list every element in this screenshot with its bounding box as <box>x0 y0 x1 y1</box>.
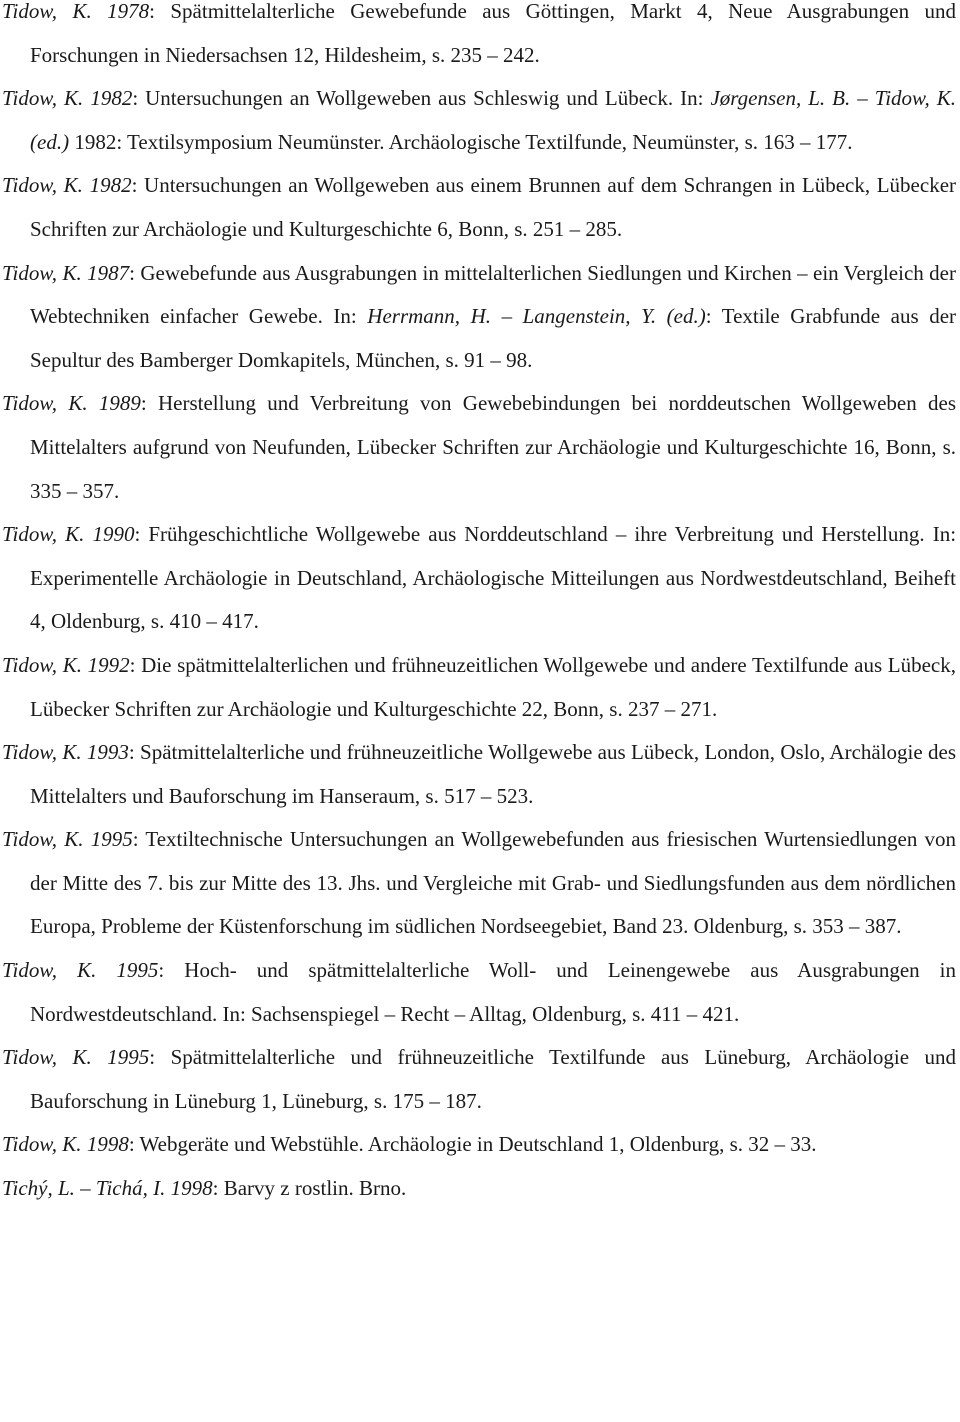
reference-entry <box>2 949 956 1036</box>
reference-entry <box>2 818 956 949</box>
reference-entry <box>2 1036 956 1123</box>
reference-year: 1998 <box>170 1176 213 1201</box>
reference-year: 1998 <box>86 1132 129 1157</box>
reference-text: : Spätmittelalterliche und frühneuzeitliche Textilfunde aus Lüneburg, Archäologie und Bauforschung in Lüneburg 1, Lüneburg, s. 175 – 187. <box>30 1045 957 1113</box>
reference-year: 1987 <box>87 260 130 285</box>
reference-author: Tichý, L. – Tichá, I. <box>2 1176 166 1201</box>
reference-text-continued: : Textile Grabfunde aus der Sepultur des Bamberger Domkapitels, München, s. 91 – 98. <box>30 304 957 372</box>
reference-text: : Spätmittelalterliche Gewebefunde aus Göttingen, Markt 4, Neue Ausgrabungen und Forschungen in Niedersachsen 12, Hildesheim, s. 235 – 242. <box>30 0 957 67</box>
reference-author: Tidow, K. <box>2 827 84 852</box>
reference-author: Tidow, K. <box>2 522 85 547</box>
reference-entry <box>2 252 956 383</box>
reference-text: : Gewebefunde aus Ausgrabungen in mittelalterlichen Siedlungen und Kirchen – ein Vergleich der Webtechniken einfacher Gewebe. In: <box>30 260 956 329</box>
reference-entry <box>2 731 956 818</box>
reference-year: 1990 <box>92 522 135 547</box>
reference-year: 1995 <box>116 958 159 983</box>
reference-author: Tidow, K. <box>2 260 82 285</box>
reference-year: 1978 <box>107 0 150 23</box>
reference-text: : Frühgeschichtliche Wollgewebe aus Norddeutschland – ihre Verbreitung und Herstellung. In: Experimentelle Archäologie in Deutschland, Archäologische Mitteilungen aus Nordwestdeutschland, Beiheft 4, Oldenburg, s. 410 – 417. <box>30 522 957 634</box>
reference-author: Tidow, K. <box>2 652 82 677</box>
reference-year: 1995 <box>107 1045 150 1070</box>
reference-entry <box>2 513 956 644</box>
reference-text: : Untersuchungen an Wollgeweben aus einem Brunnen auf dem Schrangen in Lübeck, Lübecker Schriften zur Archäologie und Kulturgeschichte 6, Bonn, s. 251 – 285. <box>30 173 957 241</box>
reference-text: : Spätmittelalterliche und frühneuzeitliche Wollgewebe aus Lübeck, London, Oslo, Archälogie des Mittelalters und Bauforschung im Hanseraum, s. 517 – 523. <box>30 740 957 808</box>
reference-author: Tidow, K. <box>2 1045 92 1070</box>
reference-author: Tidow, K. <box>2 958 97 983</box>
reference-entry <box>2 1167 956 1211</box>
reference-text: : Die spätmittelalterlichen und frühneuzeitlichen Wollgewebe und andere Textilfunde aus Lübeck, Lübecker Schriften zur Archäologie und Kulturgeschichte 22, Bonn, s. 237 – 271. <box>30 652 956 721</box>
reference-text: : Herstellung und Verbreitung von Gewebebindungen bei norddeutschen Wollgeweben des Mittelalters aufgrund von Neufunden, Lübecker Schriften zur Archäologie und Kulturgeschichte 16, Bonn, s. 335 – 357. <box>30 391 957 503</box>
reference-entry <box>2 164 956 251</box>
reference-text: : Hoch- und spätmittelalterliche Woll- und Leinengewebe aus Ausgrabungen in Nordwestdeutschland. In: Sachsenspiegel – Recht – Alltag, Oldenburg, s. 411 – 421. <box>30 958 957 1026</box>
reference-text-continued: 1982: Textilsymposium Neumünster. Archäologische Textilfunde, Neumünster, s. 163 – 177. <box>69 129 853 154</box>
reference-text: : Barvy z rostlin. Brno. <box>212 1176 407 1201</box>
reference-entry <box>2 644 956 731</box>
reference-author: Tidow, K. <box>2 173 83 198</box>
reference-year: 1982 <box>90 86 133 111</box>
reference-year: 1989 <box>98 391 141 416</box>
reference-editors: Herrmann, H. – Langenstein, Y. (ed.) <box>367 304 706 329</box>
reference-text: : Untersuchungen an Wollgeweben aus Schleswig und Lübeck. In: <box>132 86 711 111</box>
reference-entry <box>2 1123 956 1167</box>
reference-year: 1992 <box>87 652 130 677</box>
reference-year: 1993 <box>86 740 129 765</box>
reference-author: Tidow, K. <box>2 391 88 416</box>
reference-entry <box>2 77 956 164</box>
reference-author: Tidow, K. <box>2 0 92 23</box>
reference-year: 1995 <box>90 827 133 852</box>
reference-author: Tidow, K. <box>2 740 82 765</box>
reference-entry <box>2 382 956 513</box>
reference-author: Tidow, K. <box>2 1132 82 1157</box>
reference-year: 1982 <box>89 173 132 198</box>
reference-text: : Webgeräte und Webstühle. Archäologie in Deutschland 1, Oldenburg, s. 32 – 33. <box>128 1132 817 1157</box>
reference-author: Tidow, K. <box>2 86 84 111</box>
reference-entry <box>2 0 956 77</box>
reference-text: : Textiltechnische Untersuchungen an Wollgewebefunden aus friesischen Wurtensiedlungen von der Mitte des 7. bis zur Mitte des 13. Jhs. und Vergleiche mit Grab- und Siedlungsfunden aus dem nördlichen Europa, Probleme der Küstenforschung im südlichen Nordseegebiet, Band 23. Oldenburg, s. 353 – 387. <box>30 827 957 939</box>
reference-editors: Jørgensen, L. B. – Tidow, K. (ed.) <box>30 86 957 154</box>
